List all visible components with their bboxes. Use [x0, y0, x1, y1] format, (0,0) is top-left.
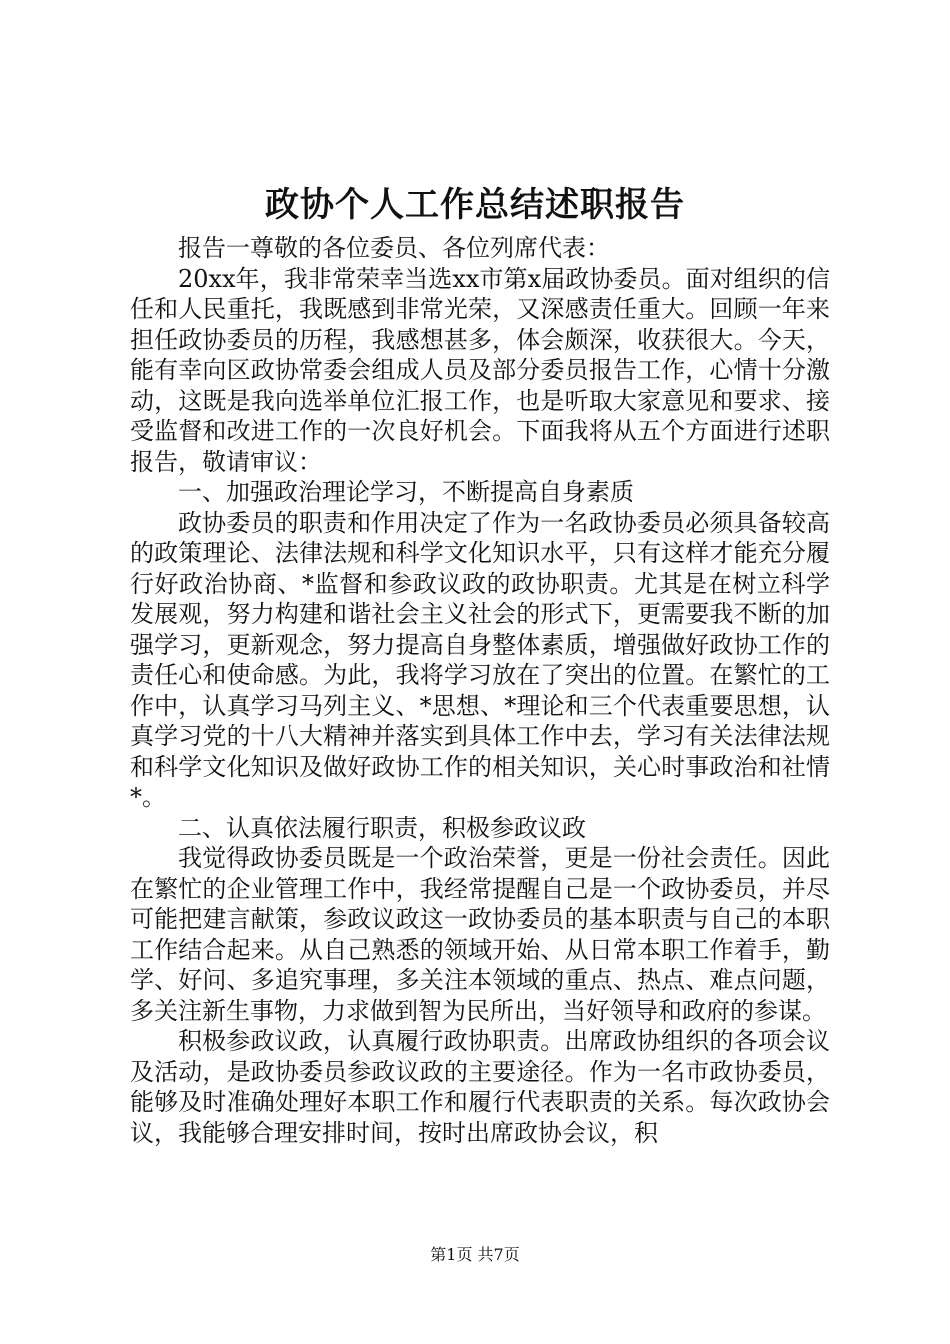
page-number-footer: 第1页 共7页 — [430, 1245, 520, 1264]
paragraph-intro: 20xx年，我非常荣幸当选xx市第x届政协委员。面对组织的信任和人民重托，我既感到非常光荣，又深感责任重大。回顾一年来担任政协委员的历程，我感想甚多，体会颇深，收获很大。今天，能有幸向区政协常委会组成人员及部分委员报告工作，心情十分激动，这既是我向选举单位汇报工作，也是听取大家意见和要求、接受监督和改进工作的一次良好机会。下面我将从五个方面进行述职报告，敬请审议： — [130, 264, 830, 476]
document-body — [130, 233, 830, 1148]
section-heading-2: 二、认真依法履行职责，积极参政议政 — [178, 813, 586, 842]
document-title: 政协个人工作总结述职报告 — [265, 185, 685, 225]
paragraph-section-2b: 积极参政议政，认真履行政协职责。出席政协组织的各项会议及活动，是政协委员参政议政的主要途径。作为一名市政协委员，能够及时准确处理好本职工作和履行代表职责的关系。每次政协会议，我能够合理安排时间，按时出席政协会议，积 — [130, 1027, 830, 1147]
paragraph-section-2a: 我觉得政协委员既是一个政治荣誉，更是一份社会责任。因此在繁忙的企业管理工作中，我经常提醒自己是一个政协委员，并尽可能把建言献策，参政议政这一政协委员的基本职责与自己的本职工作结合起来。从自己熟悉的领域开始、从日常本职工作着手，勤学、好问、多追究事理，多关注本领域的重点、热点、难点问题，多关注新生事物，力求做到智为民所出，当好领导和政府的参谋。 — [130, 844, 830, 1025]
section-heading-1: 一、加强政治理论学习，不断提高自身素质 — [178, 478, 634, 506]
paragraph-salutation: 报告一尊敬的各位委员、各位列席代表： — [178, 234, 610, 262]
paragraph-section-1: 政协委员的职责和作用决定了作为一名政协委员必须具备较高的政策理论、法律法规和科学文化知识水平，只有这样才能充分履行好政治协商、*监督和参政议政的政协职责。尤其是在树立科学发展观，努力构建和谐社会主义社会的形式下，更需要我不断的加强学习，更新观念，努力提高自身整体素质，增强做好政协工作的责任心和使命感。为此，我将学习放在了突出的位置。在繁忙的工作中，认真学习马列主义、*思想、*理论和三个代表重要思想，认真学习党的十八大精神并落实到具体工作中去，学习有关法律法规和科学文化知识及做好政协工作的相关知识，关心时事政治和社情*。 — [130, 508, 830, 811]
